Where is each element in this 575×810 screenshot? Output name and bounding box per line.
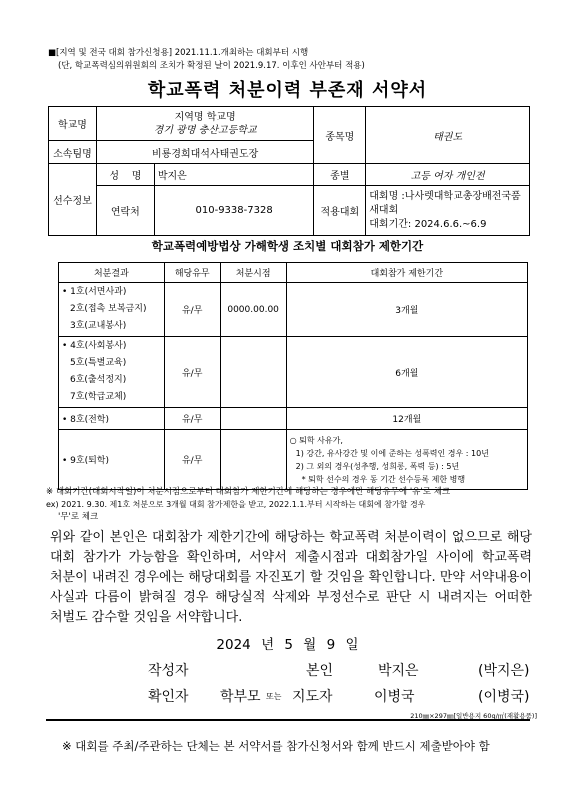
applicable-check[interactable]: 유/무 xyxy=(164,430,220,490)
self-name[interactable]: 박지은 xyxy=(378,663,419,679)
applicable-check[interactable]: 유/무 xyxy=(164,337,220,408)
table-row xyxy=(59,283,528,337)
measure-item: • 9호(퇴학) xyxy=(59,430,165,490)
pledge-date xyxy=(0,633,575,653)
date-year: 2024 xyxy=(216,637,251,653)
measure-item: 5호(특별교육) xyxy=(70,358,127,368)
school-value: 경기 광명 충산고등학교 xyxy=(153,124,257,136)
notice-line-1: ■[지역 및 전국 대회 참가신청용] 2021.11.1.개최하는 대회부터 시행 xyxy=(48,48,309,58)
measure-item: • 1호(서면사과) xyxy=(62,287,127,297)
or-label: 또는 xyxy=(266,692,282,701)
measure-date[interactable] xyxy=(220,408,286,430)
measure-date[interactable] xyxy=(220,337,286,408)
footnote-1: ※ 대회기간(대회시작일)이 처분시점으로부터 대회참가 제한기간에 해당하는 경우에만 해당유무에 '유'로 체크 xyxy=(46,487,451,497)
athlete-info-table xyxy=(48,106,530,236)
measure-item: 7호(학급교체) xyxy=(70,392,127,402)
date-month-unit: 월 xyxy=(303,637,317,653)
date-month: 5 xyxy=(284,637,293,653)
note-line: ○ 퇴학 사유가, xyxy=(289,435,343,445)
table-row xyxy=(59,408,528,430)
header-applicable: 해당유무 xyxy=(164,263,220,283)
event-label: 종목명 xyxy=(314,107,366,164)
header-result: 처분결과 xyxy=(59,263,165,283)
section-title: 학교폭력예방법상 가해학생 조치별 대회참가 제한기간 xyxy=(151,239,424,253)
measure-list xyxy=(59,337,165,408)
date-year-unit: 년 xyxy=(261,637,275,653)
applicable-check[interactable]: 유/무 xyxy=(164,283,220,337)
contact-label: 연락처 xyxy=(96,186,154,236)
guide-label: 지도자 xyxy=(292,689,333,705)
bottom-note: ※ 대회를 주최/주관하는 단체는 본 서약서를 참가신청서와 함께 반드시 제출받아야 함 xyxy=(62,739,490,753)
document-title: 학교폭력 처분이력 부존재 서약서 xyxy=(147,80,428,101)
restriction-period: 6개월 xyxy=(286,337,527,408)
restriction-period: 3개월 xyxy=(286,283,527,337)
pledge-text: 위와 같이 본인은 대회참가 제한기간에 해당하는 학교폭력 처분이력이 없으므로 해당 대회 참가가 가능함을 확인하며, 서약서 제출시점과 대회참가일 사이에 학교폭력 처분이 내려진 경우에는 해당대회를 자진포기 할 것임을 확인합니다. 만약 서약내용이 사실과 다름이 밝혀질 경우 해당실적 삭제와 부정선수로 판단 시 내려지는 어떠한 처벌도 감수할 것임을 서약합니다. xyxy=(50,530,532,625)
date-day: 9 xyxy=(326,637,336,653)
category-value: 고등 여자 개인전 xyxy=(366,164,530,186)
notice-line-2: (단, 학교폭력심의위원회의 조치가 확정된 날이 2021.9.17. 이후인 사안부터 적용) xyxy=(58,61,365,71)
self-signature[interactable]: (박지은) xyxy=(478,663,530,679)
footnote-3: '무'로 체크 xyxy=(58,512,99,522)
restriction-table xyxy=(58,262,528,490)
competition-period: 대회기간: 2024.6.6.~6.9 xyxy=(369,218,487,230)
competition-name: 대회명 :나사렛대학교총장배전국품새대회 xyxy=(369,190,521,216)
category-label: 종별 xyxy=(314,164,366,186)
parent-label: 학부모 xyxy=(220,689,261,705)
name-label: 성 명 xyxy=(96,164,154,186)
author-label: 작성자 xyxy=(148,663,189,679)
footnote-2: ex) 2021. 9.30. 제1호 처분으로 3개월 대회 참가제한을 받고, 2022.1.1.부터 시작하는 대회에 참가할 경우 xyxy=(46,500,426,509)
guide-signature[interactable]: (이병국) xyxy=(478,689,530,705)
school-cell xyxy=(96,107,314,141)
header-period: 대회참가 제한기간 xyxy=(286,263,527,283)
table-row xyxy=(59,430,528,490)
paper-spec: 210㎜×297㎜[일반용지 60g/㎡(재활용품)] xyxy=(410,712,537,720)
applicable-check[interactable]: 유/무 xyxy=(164,408,220,430)
name-value: 박지은 xyxy=(154,164,314,186)
note-line: * 퇴학 선수의 경우 동 기간 선수등록 제한 병행 xyxy=(301,474,466,484)
note-line: 1) 강간, 유사강간 및 이에 준하는 성폭력인 경우 : 10년 xyxy=(295,448,489,458)
measure-item: • 4호(사회봉사) xyxy=(62,341,127,351)
confirmer-label: 확인자 xyxy=(148,689,189,705)
measure-item: • 8호(전학) xyxy=(59,408,165,430)
self-label: 본인 xyxy=(306,663,334,679)
measure-date[interactable] xyxy=(220,430,286,490)
athlete-info-label: 선수정보 xyxy=(49,164,97,236)
measure-date[interactable]: 0000.00.00 xyxy=(220,283,286,337)
note-line: 2) 그 외의 경우(성추행, 성희롱, 폭력 등) : 5년 xyxy=(295,461,460,471)
measure-item: 3호(교내봉사) xyxy=(70,321,127,331)
date-day-unit: 일 xyxy=(345,637,359,653)
team-value: 비룡경희대석사태권도장 xyxy=(96,141,314,164)
header-date: 처분시점 xyxy=(220,263,286,283)
restriction-period: 12개월 xyxy=(286,408,527,430)
school-region-hint: 지역명 학교명 xyxy=(174,111,236,123)
school-label: 학교명 xyxy=(49,107,97,141)
event-value: 태권도 xyxy=(366,107,530,164)
table-row xyxy=(59,337,528,408)
competition-label: 적용대회 xyxy=(314,186,366,236)
competition-cell xyxy=(366,186,530,236)
guide-name[interactable]: 이병국 xyxy=(374,689,415,705)
measure-item: 6호(출석정지) xyxy=(70,375,127,385)
contact-value: 010-9338-7328 xyxy=(154,186,314,236)
expulsion-notes xyxy=(286,430,527,490)
team-label: 소속팀명 xyxy=(49,141,97,164)
measure-item: 2호(접촉 보복금지) xyxy=(70,304,147,314)
measure-list xyxy=(59,283,165,337)
